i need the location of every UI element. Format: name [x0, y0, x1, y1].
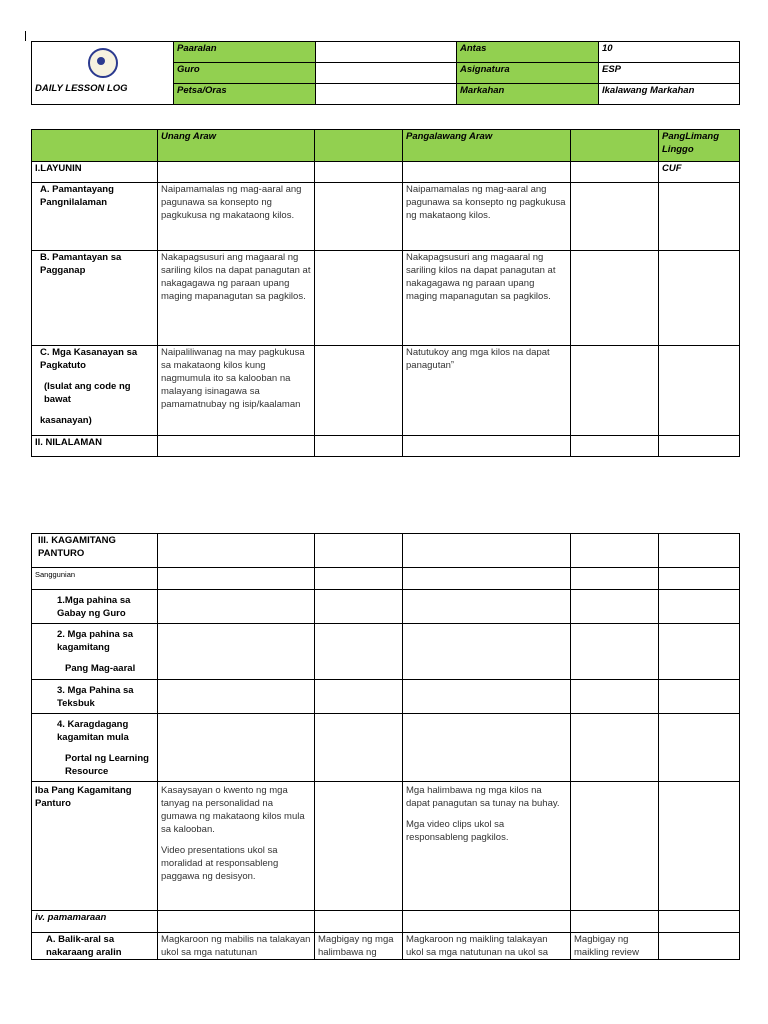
cell[interactable]: [659, 714, 740, 782]
header-pangalawang-araw: Pangalawang Araw: [403, 130, 571, 162]
cell[interactable]: [403, 680, 571, 714]
cell[interactable]: [659, 534, 740, 568]
cell[interactable]: [571, 251, 659, 346]
label-petsa-oras: Petsa/Oras: [174, 84, 316, 105]
cell[interactable]: [403, 568, 571, 590]
cell[interactable]: [158, 624, 315, 680]
cell[interactable]: [403, 714, 571, 782]
cell[interactable]: [158, 680, 315, 714]
cell[interactable]: [571, 534, 659, 568]
value-antas[interactable]: 10: [599, 42, 740, 63]
teksbuk-cell: [32, 680, 158, 714]
kagamitang-label-1: 2. Mga pahina sa kagamitang: [57, 629, 134, 653]
row-c-note1: (Isulat ang code ng bawat: [44, 381, 131, 405]
value-paaralan[interactable]: [316, 42, 457, 63]
cell[interactable]: [403, 534, 571, 568]
portal-label-1: 4. Karagdagang kagamitan mula: [57, 719, 129, 743]
teksbuk-label: 3. Mga Pahina sa Teksbuk: [57, 685, 134, 709]
document-title: DAILY LESSON LOG: [35, 83, 128, 94]
cell[interactable]: [158, 534, 315, 568]
cell[interactable]: [315, 624, 403, 680]
cell[interactable]: [571, 624, 659, 680]
cell[interactable]: [659, 680, 740, 714]
cell[interactable]: [315, 714, 403, 782]
cell[interactable]: [403, 624, 571, 680]
iba-day1-para2: Video presentations ukol sa moralidad at responsableng paggawa ng desisyon.: [161, 845, 279, 882]
iba-day1-para1: Kasaysayan o kwento ng mga tanyag na personalidad na gumawa ng makataong kilos mula sa kalooban.: [161, 785, 305, 835]
kagamitang-mag-aaral-cell: [32, 624, 158, 680]
header-blank-1: [32, 130, 158, 162]
balik-aral-mid1[interactable]: Magbigay ng mga halimbawa ng: [315, 933, 403, 960]
cell[interactable]: [571, 911, 659, 933]
cell[interactable]: [659, 590, 740, 624]
row-b-day1[interactable]: Nakapagsusuri ang magaaral ng sariling kilos na dapat panagutan at nakagagawa ng paraan upang maging mapanagutan sa pagkilos.: [158, 251, 315, 346]
iba-day2-para1: Mga halimbawa ng mga kilos na dapat panagutan sa tunay na buhay.: [406, 785, 560, 809]
label-asignatura: Asignatura: [457, 63, 599, 84]
gabay-guro-label: 1.Mga pahina sa Gabay ng Guro: [57, 595, 131, 619]
lesson-table-part-2: [31, 533, 740, 960]
cell[interactable]: [403, 590, 571, 624]
value-asignatura[interactable]: ESP: [599, 63, 740, 84]
row-b-label: B. Pamantayan sa Pagganap: [32, 251, 158, 346]
deped-seal-icon: [88, 48, 118, 78]
iba-day2-cell[interactable]: [403, 782, 571, 911]
cell[interactable]: [571, 568, 659, 590]
portal-cell: [32, 714, 158, 782]
iba-label: Iba Pang Kagamitang Panturo: [32, 782, 158, 911]
cell[interactable]: [571, 590, 659, 624]
header-blank-3: [571, 130, 659, 162]
cell[interactable]: [315, 534, 403, 568]
cell[interactable]: [571, 782, 659, 911]
row-c-label: C. Mga Kasanayan sa Pagkatuto: [40, 347, 138, 371]
kagamitang-label-2: Pang Mag-aaral: [65, 663, 136, 674]
balik-aral-day2[interactable]: Magkaroon ng maikling talakayan ukol sa mga natutunan na ukol sa: [403, 933, 571, 960]
gabay-guro-cell: [32, 590, 158, 624]
row-c-day1[interactable]: Naipaliliwanag na may pagkukusa sa makataong kilos kung nagmumula ito sa kalooban na malayang isinagawa sa pamamatnubay ng isip/kaalaman: [158, 346, 315, 436]
label-paaralan: Paaralan: [174, 42, 316, 63]
cell[interactable]: [659, 346, 740, 436]
cell[interactable]: [315, 568, 403, 590]
balik-aral-mid2[interactable]: Magbigay ng maikling review: [571, 933, 659, 960]
cell[interactable]: [403, 162, 571, 183]
cell[interactable]: [315, 183, 403, 251]
header-table: [31, 41, 740, 105]
header-panglimang-linggo: PangLimang Linggo: [659, 130, 740, 162]
cell[interactable]: [571, 680, 659, 714]
cell[interactable]: [659, 436, 740, 457]
cell[interactable]: [158, 590, 315, 624]
row-a-day2[interactable]: Naipamamalas ng mag-aaral ang pagunawa sa konsepto ng pagkukusa ng makataong kilos.: [403, 183, 571, 251]
cuf-label: CUF: [659, 162, 740, 183]
kagamitan-label: III. KAGAMITANG PANTURO: [32, 534, 158, 568]
value-markahan[interactable]: Ikalawang Markahan: [599, 84, 740, 105]
cell[interactable]: [659, 568, 740, 590]
label-guro: Guro: [174, 63, 316, 84]
cell[interactable]: [315, 680, 403, 714]
header-unang-araw: Unang Araw: [158, 130, 315, 162]
logo-cell: [32, 42, 174, 105]
cell[interactable]: [659, 933, 740, 960]
label-antas: Antas: [457, 42, 599, 63]
cell[interactable]: [659, 624, 740, 680]
row-a-day1[interactable]: Naipamamalas ng mag-aaral ang pagunawa sa konsepto ng pagkukusa ng makataong kilos.: [158, 183, 315, 251]
cell[interactable]: [659, 251, 740, 346]
cell[interactable]: [158, 714, 315, 782]
cell[interactable]: [571, 436, 659, 457]
cell[interactable]: [158, 911, 315, 933]
balik-aral-day1[interactable]: Magkaroon ng mabilis na talakayan ukol sa mga natutunan: [158, 933, 315, 960]
row-c-label-cell: [32, 346, 158, 436]
cell[interactable]: [403, 436, 571, 457]
cell[interactable]: [315, 251, 403, 346]
nilalaman-label: II. NILALAMAN: [32, 436, 158, 457]
cell[interactable]: [315, 436, 403, 457]
cell[interactable]: [571, 183, 659, 251]
row-a-label: A. Pamantayang Pangnilalaman: [32, 183, 158, 251]
cell[interactable]: [659, 782, 740, 911]
row-c-day2[interactable]: Natutukoy ang mga kilos na dapat panagutanˮ: [403, 346, 571, 436]
balik-aral-label: A. Balik-aral sa nakaraang aralin: [32, 933, 158, 960]
cell[interactable]: [315, 346, 403, 436]
sanggunian-label: Sanggunian: [32, 568, 158, 590]
row-c-note2: kasanayan): [40, 415, 92, 426]
layunin-label: I.LAYUNIN: [32, 162, 158, 183]
iba-day1-cell[interactable]: [158, 782, 315, 911]
lesson-table-part-1: [31, 129, 740, 457]
text-cursor: [25, 31, 26, 41]
cell[interactable]: [403, 911, 571, 933]
value-petsa-oras[interactable]: [316, 84, 457, 105]
cell[interactable]: [315, 162, 403, 183]
cell[interactable]: [158, 162, 315, 183]
cell[interactable]: [158, 436, 315, 457]
value-guro[interactable]: [316, 63, 457, 84]
label-markahan: Markahan: [457, 84, 599, 105]
cell[interactable]: [315, 911, 403, 933]
pamamaraan-label: iv. pamamaraan: [32, 911, 158, 933]
portal-label-2: Portal ng Learning Resource: [65, 753, 149, 777]
cell[interactable]: [571, 346, 659, 436]
header-blank-2: [315, 130, 403, 162]
row-b-day2[interactable]: Nakapagsusuri ang magaaral ng sariling kilos na dapat panagutan at nakagagawa ng paraan upang maging mapanagutan sa pagkilos.: [403, 251, 571, 346]
cell[interactable]: [315, 782, 403, 911]
cell[interactable]: [158, 568, 315, 590]
iba-day2-para2: Mga video clips ukol sa responsableng pagkilos.: [406, 819, 509, 843]
cell[interactable]: [315, 590, 403, 624]
cell[interactable]: [659, 911, 740, 933]
cell[interactable]: [659, 183, 740, 251]
cell[interactable]: [571, 162, 659, 183]
cell[interactable]: [571, 714, 659, 782]
